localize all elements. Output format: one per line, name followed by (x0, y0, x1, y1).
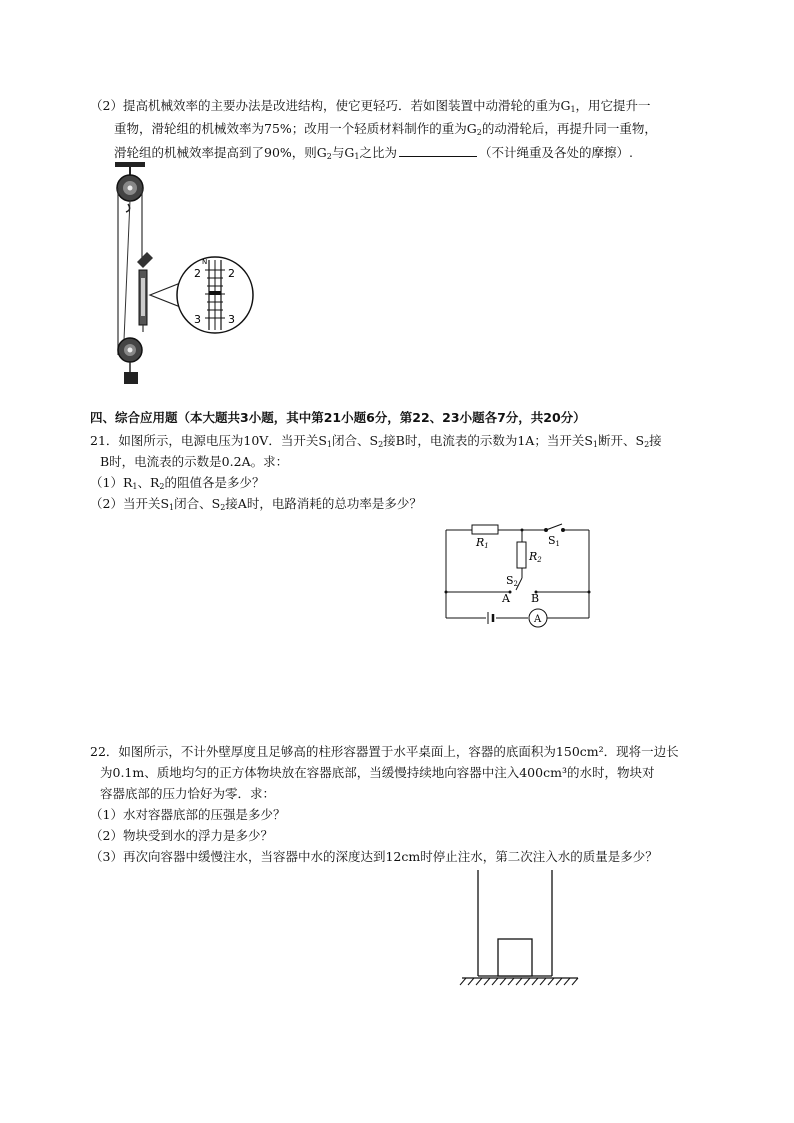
q20-part2-line1 (90, 98, 651, 118)
q22-line2: 为0.1m、质地均匀的正方体物块放在容器底部，当缓慢持续地向容器中注入400cm³的水时，物块对 (100, 765, 655, 780)
subscript: 1 (592, 440, 598, 449)
q21-text: 、R (137, 475, 160, 490)
section-heading: 四、综合应用题（本大题共3小题，其中第21小题6分，第22、23小题各7分，共20分） (90, 410, 586, 425)
subscript: 2 (476, 128, 482, 137)
subscript: 2 (159, 482, 165, 491)
weight-block (124, 372, 138, 384)
q20-text: 的动滑轮后，再提升同一重物， (481, 121, 657, 136)
subscript: 2 (644, 440, 650, 449)
q22-line1: 22．如图所示，不计外壁厚度且足够高的柱形容器置于水平桌面上，容器的底面积为150cm²．现将一边长 (90, 744, 679, 759)
scale-tick-top-right: 2 (228, 267, 235, 280)
container-diagram (460, 868, 590, 993)
pulley-diagram (110, 160, 270, 390)
q21-line2: B时，电流表的示数是0.2A。求： (100, 454, 289, 469)
q21-line1 (90, 433, 662, 453)
q21-text: （1）R (90, 475, 133, 490)
q21-text: 接B时，电流表的示数为1A；当开关S (383, 433, 593, 448)
label-r2: R2 (529, 550, 542, 564)
q21-text: 断开、S (598, 433, 645, 448)
q21-text: 闭合、S (332, 433, 379, 448)
label-s1: S1 (548, 534, 561, 548)
ceiling-bar (115, 162, 145, 167)
q22-line3: 容器底部的压力恰好为零．求： (100, 786, 276, 801)
circuit-diagram (444, 520, 594, 630)
q22-sub3: （3）再次向容器中缓慢注水，当容器中水的深度达到12cm时停止注水，第二次注入水的质量是多少？ (90, 849, 658, 864)
subscript: 1 (132, 482, 138, 491)
q21-sub2 (90, 496, 422, 516)
q21-text: 21．如图所示，电源电压为10V．当开关S (90, 433, 327, 448)
resistor-r1 (472, 525, 498, 534)
subscript: 2 (220, 503, 226, 512)
label-r1: R1 (476, 536, 489, 550)
scale-tick-bottom-left: 3 (194, 313, 201, 326)
q21-text: 接 (649, 433, 662, 448)
q21-text: （2）当开关S (90, 496, 170, 511)
subscript: 1 (354, 152, 360, 161)
cube-block (498, 939, 532, 976)
q20-text: 滑轮组的机械效率提高到了90%，则G (114, 145, 327, 160)
scale-tick-bottom-right: 3 (228, 313, 235, 326)
scale-pointer (209, 291, 221, 295)
q21-text: 接A时，电路消耗的总功率是多少？ (225, 496, 422, 511)
q20-text: 之比为 (359, 145, 397, 160)
scale-unit: N (202, 258, 208, 266)
q21-sub1 (90, 475, 265, 495)
q20-text: （不计绳重及各处的摩擦）. (478, 145, 633, 160)
subscript: 1 (169, 503, 175, 512)
q20-part2-line2 (114, 121, 657, 141)
label-point-b: B (531, 592, 540, 605)
subscript: 2 (378, 440, 384, 449)
subscript: 1 (570, 105, 576, 114)
answer-blank[interactable] (399, 144, 477, 157)
q21-text: 闭合、S (174, 496, 221, 511)
resistor-r2 (517, 542, 526, 568)
q20-text: 重物，滑轮组的机械效率为75%；改用一个轻质材料制作的重为G (114, 121, 477, 136)
subscript: 1 (326, 440, 332, 449)
label-s2: S2 (506, 574, 519, 588)
q20-text: 与G (331, 145, 355, 160)
q21-text: 的阻值各是多少？ (164, 475, 265, 490)
q22-sub2: （2）物块受到水的浮力是多少？ (90, 828, 273, 843)
scale-tick-top-left: 2 (194, 267, 201, 280)
q22-sub1: （1）水对容器底部的压强是多少？ (90, 807, 286, 822)
q20-text: ，用它提升一 (575, 98, 651, 113)
subscript: 2 (326, 152, 332, 161)
switch-s1 (546, 524, 562, 530)
label-point-a: A (502, 592, 510, 605)
ammeter-label: A (534, 614, 542, 625)
q20-text: （2）提高机械效率的主要办法是改进结构，使它更轻巧．若如图装置中动滑轮的重为G (90, 98, 571, 113)
